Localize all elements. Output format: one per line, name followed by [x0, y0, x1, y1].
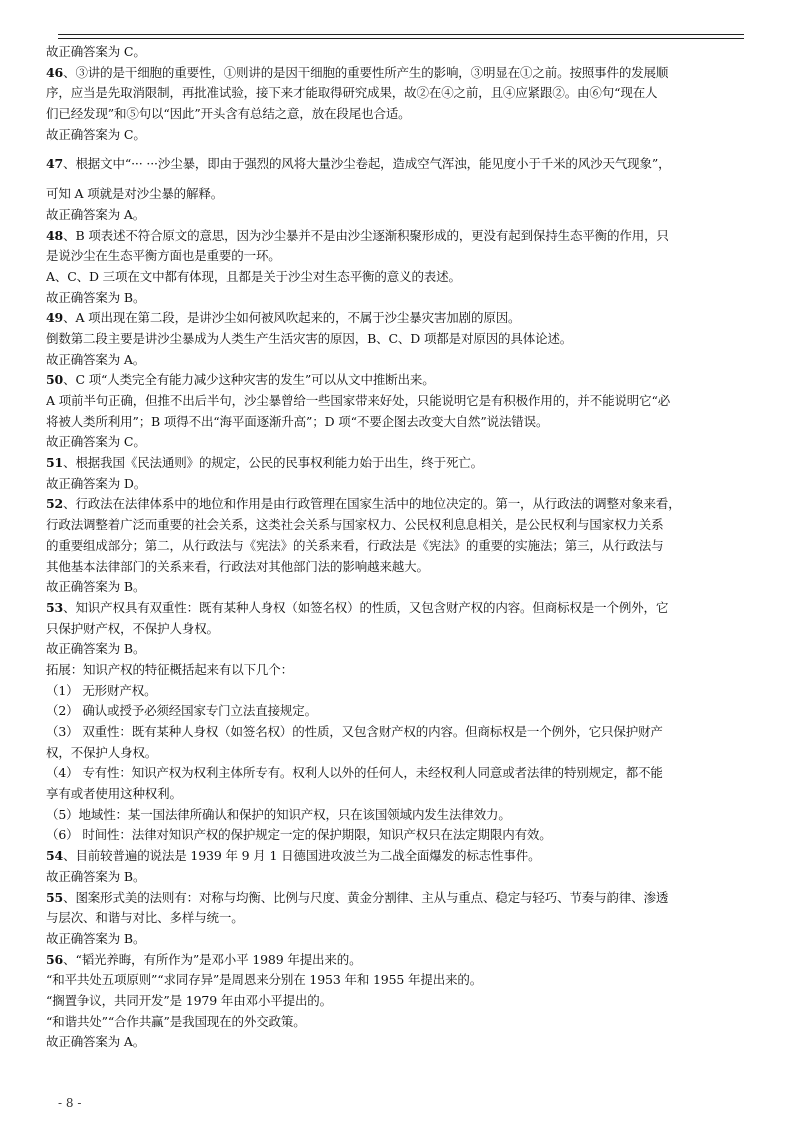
line-text: 、B 项表述不符合原文的意思，因为沙尘暴并不是由沙尘逐渐积聚形成的，更没有起到保持生态平衡的作用，只: [63, 227, 669, 243]
header-rule-thin: [58, 38, 744, 39]
line-text: 、目前较普遍的说法是 1939 年 9 月 1 日德国进攻波兰为二战全面爆发的标志性事件。: [63, 848, 541, 864]
page-number: - 8 -: [58, 1096, 82, 1110]
line-text: 将被人类所利用”；B 项得不出“海平面逐渐升高”；D 项“不要企图去改变大自然”说法错误。: [46, 413, 549, 429]
line-text: “搁置争议，共同开发”是 1979 年由邓小平提出的。: [46, 992, 332, 1008]
line-text: 序，应当是先取消限制，再批准试验，接下来才能取得研究成果，故②在④之前，且④应紧跟②。由⑥句“现在人: [46, 85, 658, 101]
text-line: [46, 370, 758, 391]
line-text: （3） 双重性：既有某种人身权（如签名权）的性质，又包含财产权的内容。但商标权是一个例外，它只保护财产: [46, 724, 663, 739]
line-text: 故正确答案为 B。: [46, 289, 146, 305]
line-text: 权，不保护人身权。: [46, 744, 158, 760]
line-text: 的重要组成部分；第二，从行政法与《宪法》的关系来看，行政法是《宪法》的重要的实施法；第三，从行政法与: [46, 537, 664, 553]
text-line: [46, 104, 758, 125]
text-line: [46, 42, 758, 63]
line-text: 、③讲的是干细胞的重要性，①则讲的是因干细胞的重要性所产生的影响，③明显在①之前。按照事件的发展顺: [63, 64, 669, 80]
text-line: [46, 867, 758, 888]
text-line: [46, 598, 758, 619]
text-line: [46, 453, 758, 474]
line-text: 故正确答案为 A。: [46, 1034, 146, 1050]
header-rule: [58, 34, 744, 35]
question-number: 56: [46, 951, 64, 967]
line-text: 故正确答案为 A。: [46, 206, 146, 222]
text-line: [46, 515, 758, 536]
line-text: 故正确答案为 C。: [46, 434, 146, 450]
text-line: [46, 288, 758, 309]
text-line: [46, 701, 758, 722]
line-text: 是说沙尘在生态平衡方面也是重要的一环。: [46, 248, 281, 264]
line-text: “和平共处五项原则”“求同存异”是周恩来分别在 1953 年和 1955 年提出来的。: [46, 972, 483, 988]
text-line: [46, 536, 758, 557]
text-line: [46, 577, 758, 598]
line-text: 故正确答案为 B。: [46, 930, 146, 946]
text-line: [46, 763, 758, 784]
line-text: 享有或者使用这种权利。: [46, 786, 182, 802]
line-text: 、根据我国《民法通则》的规定，公民的民事权利能力始于出生，终于死亡。: [63, 455, 484, 471]
paragraph-gap: [46, 175, 758, 184]
question-number: 55: [46, 889, 64, 905]
text-line: [46, 908, 758, 929]
text-line: [46, 154, 758, 175]
text-line: [46, 681, 758, 702]
text-line: [46, 784, 758, 805]
line-text: 、行政法在法律体系中的地位和作用是由行政管理在国家生活中的地位决定的。第一，从行政法的调整对象来看，: [63, 496, 681, 512]
line-text: 其他基本法律部门的关系来看，行政法对其他部门法的影响越来越大。: [46, 558, 429, 574]
line-text: 可知 A 项就是对沙尘暴的解释。: [46, 186, 224, 202]
line-text: 故正确答案为 D。: [46, 475, 147, 491]
text-line: [46, 125, 758, 146]
line-text: 只保护财产权，不保护人身权。: [46, 620, 219, 636]
text-line: [46, 825, 758, 846]
text-line: [46, 308, 758, 329]
question-number: 51: [46, 455, 64, 471]
question-number: 46: [46, 64, 64, 80]
text-line: [46, 63, 758, 84]
text-line: [46, 619, 758, 640]
line-text: （6） 时间性：法律对知识产权的保护规定一定的保护期限，知识产权只在法定期限内有效。: [46, 827, 552, 843]
text-line: [46, 267, 758, 288]
line-text: （5）地域性：某一国法律所确认和保护的知识产权，只在该国领域内发生法律效力。: [46, 806, 511, 822]
text-line: [46, 929, 758, 950]
text-line: [46, 888, 758, 909]
line-text: 、C 项“人类完全有能力减少这种灾害的发生”可以从文中推断出来。: [63, 372, 435, 388]
question-number: 50: [46, 372, 64, 388]
text-line: [46, 246, 758, 267]
line-text: 、根据文中“··· ···沙尘暴，即由于强烈的风将大量沙尘卷起，造成空气浑浊，能见度小于千米的风沙天气现象”，: [63, 156, 671, 172]
line-text: A 项前半句正确，但推不出后半句，沙尘暴曾给一些国家带来好处，只能说明它是有积极作用的，并不能说明它“必: [46, 393, 671, 408]
line-text: 故正确答案为 C。: [46, 126, 146, 142]
text-line: [46, 412, 758, 433]
text-line: [46, 639, 758, 660]
line-text: 行政法调整着广泛而重要的社会关系，这类社会关系与国家权力、公民权利息息相关，是公民权利与国家权力关系: [46, 517, 664, 533]
text-line: [46, 329, 758, 350]
line-text: （1） 无形财产权。: [46, 682, 157, 698]
text-line: [46, 743, 758, 764]
line-text: 与层次、和谐与对比、多样与统一。: [46, 910, 244, 926]
text-line: [46, 805, 758, 826]
text-line: [46, 226, 758, 247]
question-number: 49: [46, 310, 64, 326]
line-text: 故正确答案为 A。: [46, 351, 146, 367]
text-line: [46, 391, 758, 412]
text-line: [46, 184, 758, 205]
question-number: 54: [46, 848, 64, 864]
text-line: [46, 970, 758, 991]
text-line: [46, 432, 758, 453]
question-number: 52: [46, 496, 64, 512]
text-line: [46, 474, 758, 495]
line-text: 、“韬光养晦，有所作为”是邓小平 1989 年提出来的。: [63, 951, 362, 967]
question-number: 47: [46, 156, 64, 172]
text-line: [46, 350, 758, 371]
line-text: （2） 确认或授予必须经国家专门立法直接规定。: [46, 703, 317, 719]
text-line: [46, 660, 758, 681]
text-line: [46, 205, 758, 226]
text-line: [46, 494, 758, 515]
text-line: [46, 991, 758, 1012]
text-line: [46, 722, 758, 743]
text-line: [46, 1032, 758, 1053]
line-text: 、A 项出现在第二段，是讲沙尘如何被风吹起来的，不属于沙尘暴灾害加剧的原因。: [63, 310, 521, 326]
line-text: 故正确答案为 C。: [46, 44, 146, 59]
text-line: [46, 950, 758, 971]
text-line: [46, 1012, 758, 1033]
line-text: “和谐共处”“合作共赢”是我国现在的外交政策。: [46, 1013, 306, 1029]
text-line: [46, 557, 758, 578]
line-text: 故正确答案为 B。: [46, 579, 146, 595]
paragraph-gap: [46, 145, 758, 154]
line-text: 、图案形式美的法则有：对称与均衡、比例与尺度、黄金分割律、主从与重点、稳定与轻巧、节奏与韵律、渗透: [63, 889, 669, 905]
line-text: （4） 专有性：知识产权为权利主体所专有。权利人以外的任何人，未经权利人同意或者法律的特别规定，都不能: [46, 765, 663, 781]
line-text: 故正确答案为 B。: [46, 868, 146, 884]
line-text: 们已经发现”和⑤句以“因此”开头含有总结之意，放在段尾也合适。: [46, 106, 411, 122]
text-line: [46, 846, 758, 867]
answer-explanations: [46, 42, 758, 1053]
line-text: 、知识产权具有双重性：既有某种人身权（如签名权）的性质，又包含财产权的内容。但商标权是一个例外，它: [63, 599, 669, 615]
line-text: 拓展：知识产权的特征概括起来有以下几个：: [46, 661, 294, 677]
line-text: 倒数第二段主要是讲沙尘暴成为人类生产生活灾害的原因，B、C、D 项都是对原因的具体论述。: [46, 330, 573, 346]
question-number: 48: [46, 227, 64, 243]
line-text: 故正确答案为 B。: [46, 641, 146, 657]
text-line: [46, 83, 758, 104]
line-text: A、C、D 三项在文中都有体现，且都是关于沙尘对生态平衡的意义的表述。: [46, 268, 461, 284]
question-number: 53: [46, 599, 64, 615]
